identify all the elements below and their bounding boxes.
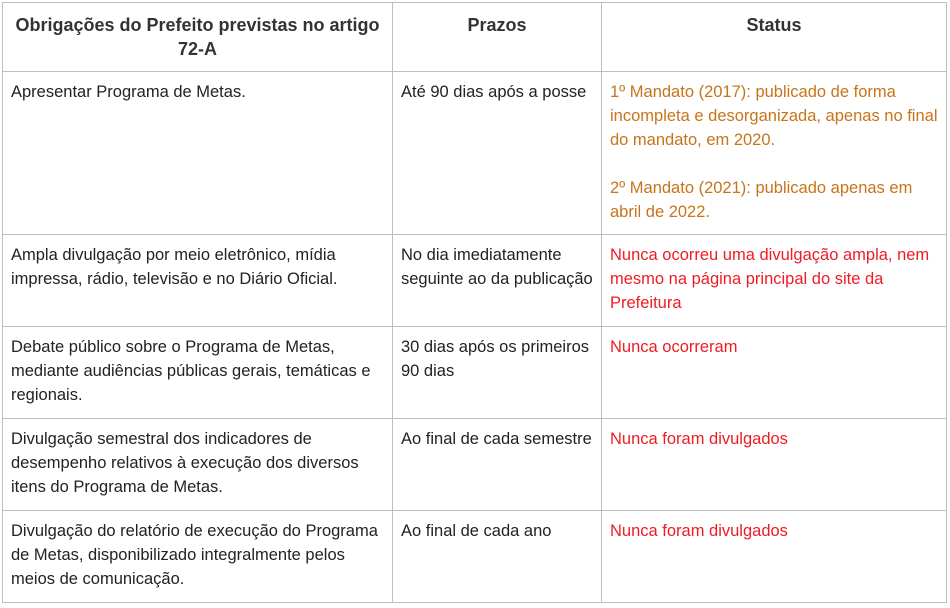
status-text: Nunca ocorreu uma divulgação ampla, nem mesmo na página principal do site da Prefeitura (610, 246, 930, 312)
status-cell (602, 235, 947, 327)
header-deadlines: Prazos (393, 3, 602, 72)
obligations-table (2, 2, 947, 603)
deadline-cell: Ao final de cada ano (393, 511, 602, 603)
status-text: Nunca foram divulgados (610, 430, 788, 448)
obligation-cell: Divulgação do relatório de execução do Programa de Metas, disponibilizado integralmente pelos meios de comunicação. (3, 511, 393, 603)
status-text: Nunca ocorreram (610, 338, 738, 356)
table-row (3, 511, 947, 603)
deadline-cell: 30 dias após os primeiros 90 dias (393, 327, 602, 419)
table-row (3, 327, 947, 419)
table-row (3, 235, 947, 327)
header-status: Status (602, 3, 947, 72)
table-header-row (3, 3, 947, 72)
obligation-cell: Divulgação semestral dos indicadores de desempenho relativos à execução dos diversos itens do Programa de Metas. (3, 419, 393, 511)
deadline-cell: Ao final de cada semestre (393, 419, 602, 511)
obligation-cell: Ampla divulgação por meio eletrônico, mídia impressa, rádio, televisão e no Diário Oficial. (3, 235, 393, 327)
table-row (3, 72, 947, 235)
status-text: Nunca foram divulgados (610, 522, 788, 540)
obligation-cell: Debate público sobre o Programa de Metas, mediante audiências públicas gerais, temáticas e regionais. (3, 327, 393, 419)
status-text: 1º Mandato (2017): publicado de forma incompleta e desorganizada, apenas no final do mandato, em 2020. (610, 83, 938, 149)
obligation-cell: Apresentar Programa de Metas. (3, 72, 393, 235)
table-row (3, 419, 947, 511)
deadline-cell: Até 90 dias após a posse (393, 72, 602, 235)
deadline-cell: No dia imediatamente seguinte ao da publicação (393, 235, 602, 327)
status-cell (602, 327, 947, 419)
status-cell (602, 511, 947, 603)
status-text: 2º Mandato (2021): publicado apenas em abril de 2022. (610, 179, 913, 221)
header-obligations: Obrigações do Prefeito previstas no artigo 72-A (3, 3, 393, 72)
status-cell (602, 72, 947, 235)
status-cell (602, 419, 947, 511)
